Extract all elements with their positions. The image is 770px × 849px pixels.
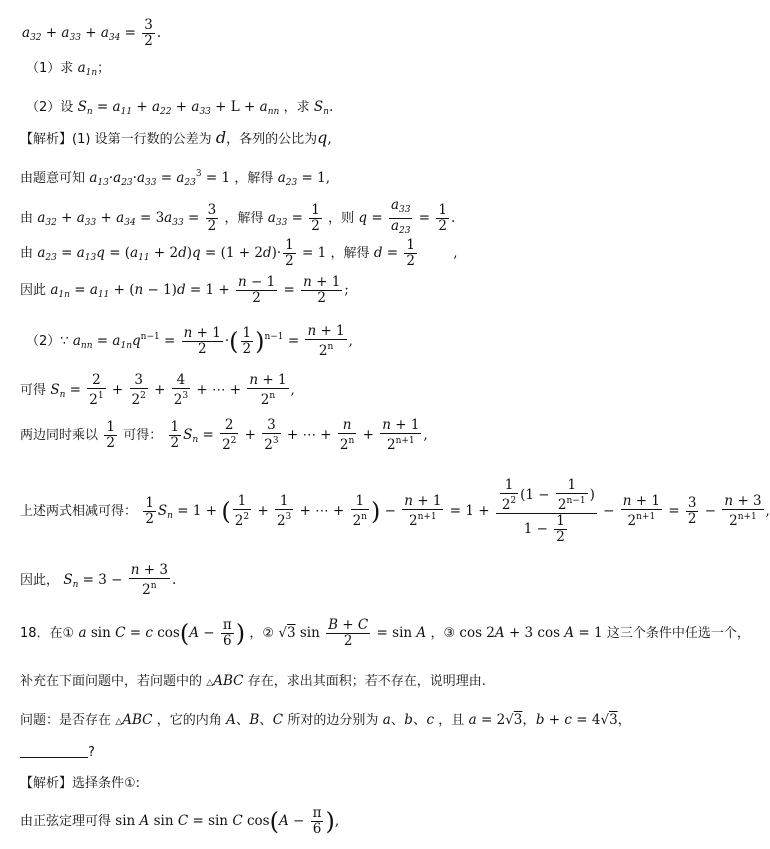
analysis-heading: 【解析】 (20, 776, 73, 791)
text: ，② (249, 626, 275, 641)
text: (1) 设第一行数的公差为 (72, 132, 212, 147)
line-12: 上述两式相减可得： $\frac{1}{2}$ $S_n = 1$ + ( $\frac{1}{2^2}$ + $\frac{1}{2^3}$ + ⋯ + $\frac{1}{2^n}$ ) − $\frac{n + 1}{2^{n+1}}$ = 1 + $\frac{1}{2^2}$ (1 − $\frac{1}{2^{n-1}}$ ) 1 − $\frac{1}{2}$ − $\frac{n + 1}{2^{n+1}}$ = $\frac{3}{2}$ − $\frac{n + 3}{2^{n+1}}$ , (20, 477, 770, 545)
q18-line-4 (20, 742, 95, 763)
q18-line-3: 问题：是否存在 △ABC ，它的内角 A、B、C 所对的边分别为 a、b、c ，且 a = 2√3，b + c = 4√3， (20, 712, 632, 728)
line-11: 两边同时乘以 $\frac{1}{2}$ 可得： $\frac{1}{2}$ $S_n$ = $\frac{2}{2^2}$ + $\frac{3}{2^3}$ + ⋯ + $\frac{n}{2^n}$ + $\frac{n + 1}{2^{n+1}}$ , (20, 417, 428, 453)
line-1: $a_{32} + a_{33} + a_{34}$ = $\frac{3}{2}$ . (22, 17, 162, 49)
text: 由 (20, 246, 34, 261)
line-8: 因此 $a_{1n} = a_{11} + (n - 1)d = 1$ + $\frac{n - 1}{2}$ = $\frac{n + 1}{2}$ ; (20, 274, 349, 306)
analysis-heading: 【解析】 (20, 132, 73, 147)
part-label: （1）求 (26, 61, 74, 76)
text: ，它的内角 (156, 713, 222, 728)
punct: ； (97, 61, 111, 76)
line-13: 因此， $S_n = 3$ − $\frac{n + 3}{2^n}$ . (20, 562, 177, 598)
text: 由 (20, 211, 34, 226)
text: ，解得 (224, 211, 264, 226)
line-3: （2）设 $S_n = a_{11} + a_{22} + a_{33} + L + a_{nn}$ ，求 $S_n$. (26, 99, 334, 117)
line-2: （1）求 $a_{1n}$； (26, 60, 111, 78)
line-10: 可得 $S_n$ = $\frac{2}{2^1}$ + $\frac{3}{2^2}$ + $\frac{4}{2^3}$ + ⋯ + $\frac{n + 1}{2^n}$ , (20, 372, 295, 408)
text: 可得 (20, 383, 47, 398)
text: 这三个条件中任选一个， (606, 626, 750, 641)
text: ，解得 (330, 246, 370, 261)
line-5: 由题意可知 $a_{13}\cdot a_{23}\cdot a_{33} = a_{23}^3 = 1$ ，解得 $a_{23} = 1$, (20, 169, 330, 188)
text: 两边同时乘以 (20, 428, 99, 443)
part-label: （2）设 (26, 100, 74, 115)
text: 选择条件①: (72, 776, 141, 791)
text: ，各列的公比为 (226, 132, 318, 147)
line-9: （2）∵ $a_{nn} = a_{1n}q^{n-1}$ = $\frac{n + 1}{2}$ ·( $\frac{1}{2}$ )$^{n-1}$ = $\frac{n + 1}{2^n}$ , (26, 323, 353, 359)
punct: ，求 (283, 100, 310, 115)
line-4: 【解析】(1) 设第一行数的公差为 d，各列的公比为q, (20, 128, 332, 147)
line-6: 由 $a_{32} + a_{33} + a_{34} = 3a_{33}$ = $\frac{3}{2}$ ，解得 $a_{33}$ = $\frac{1}{2}$ ，则 q = $\frac{a_{33}}{a_{23}}$ = $\frac{1}{2}$ . (20, 197, 456, 236)
text: （2）∵ (26, 334, 69, 349)
text: 由题意可知 (20, 171, 86, 186)
question-number: 18．在① (20, 626, 75, 641)
text: ，③ (430, 626, 456, 641)
text: 由正弦定理可得 (20, 814, 112, 829)
q18-line-6: 由正弦定理可得 sin A sin C = sin C cos(A − $\frac{\pi}{6}$ ), (20, 805, 340, 837)
text: ，且 (438, 713, 465, 728)
answer-blank (20, 757, 88, 758)
q18-line-5 (20, 773, 140, 794)
q18-line-2: 补充在下面问题中，若问题中的 △ABC 存在，求出其面积；若不存在，说明理由. (20, 673, 486, 689)
line-7: 由 $a_{23} = a_{13}q = (a_{11} + 2d)q = (1 + 2d)\cdot$ $\frac{1}{2}$ = 1 ，解得 d = $\frac{1}{2}$ , (20, 237, 458, 269)
text: 因此 (20, 283, 47, 298)
q18-line-1: 18．在① a sin C = c cos(A − $\frac{\pi}{6}$ ) ，② √3 sin $\frac{B + C}{2}$ = sin A ，③ cos 2A + 3 cos A = 1 这三个条件中任选一个， (20, 617, 750, 649)
text: 因此， (20, 573, 60, 588)
text: ? (88, 745, 95, 760)
text: 所对的边分别为 (287, 713, 379, 728)
text: 补充在下面问题中，若问题中的 (20, 674, 203, 689)
text: ，解得 (234, 171, 274, 186)
text: 存在，求出其面积；若不存在，说明理由. (247, 674, 486, 689)
text: 问题：是否存在 (20, 713, 112, 728)
text: 可得： (123, 428, 163, 443)
text: 上述两式相减可得： (20, 504, 138, 519)
text: ，则 (328, 211, 355, 226)
